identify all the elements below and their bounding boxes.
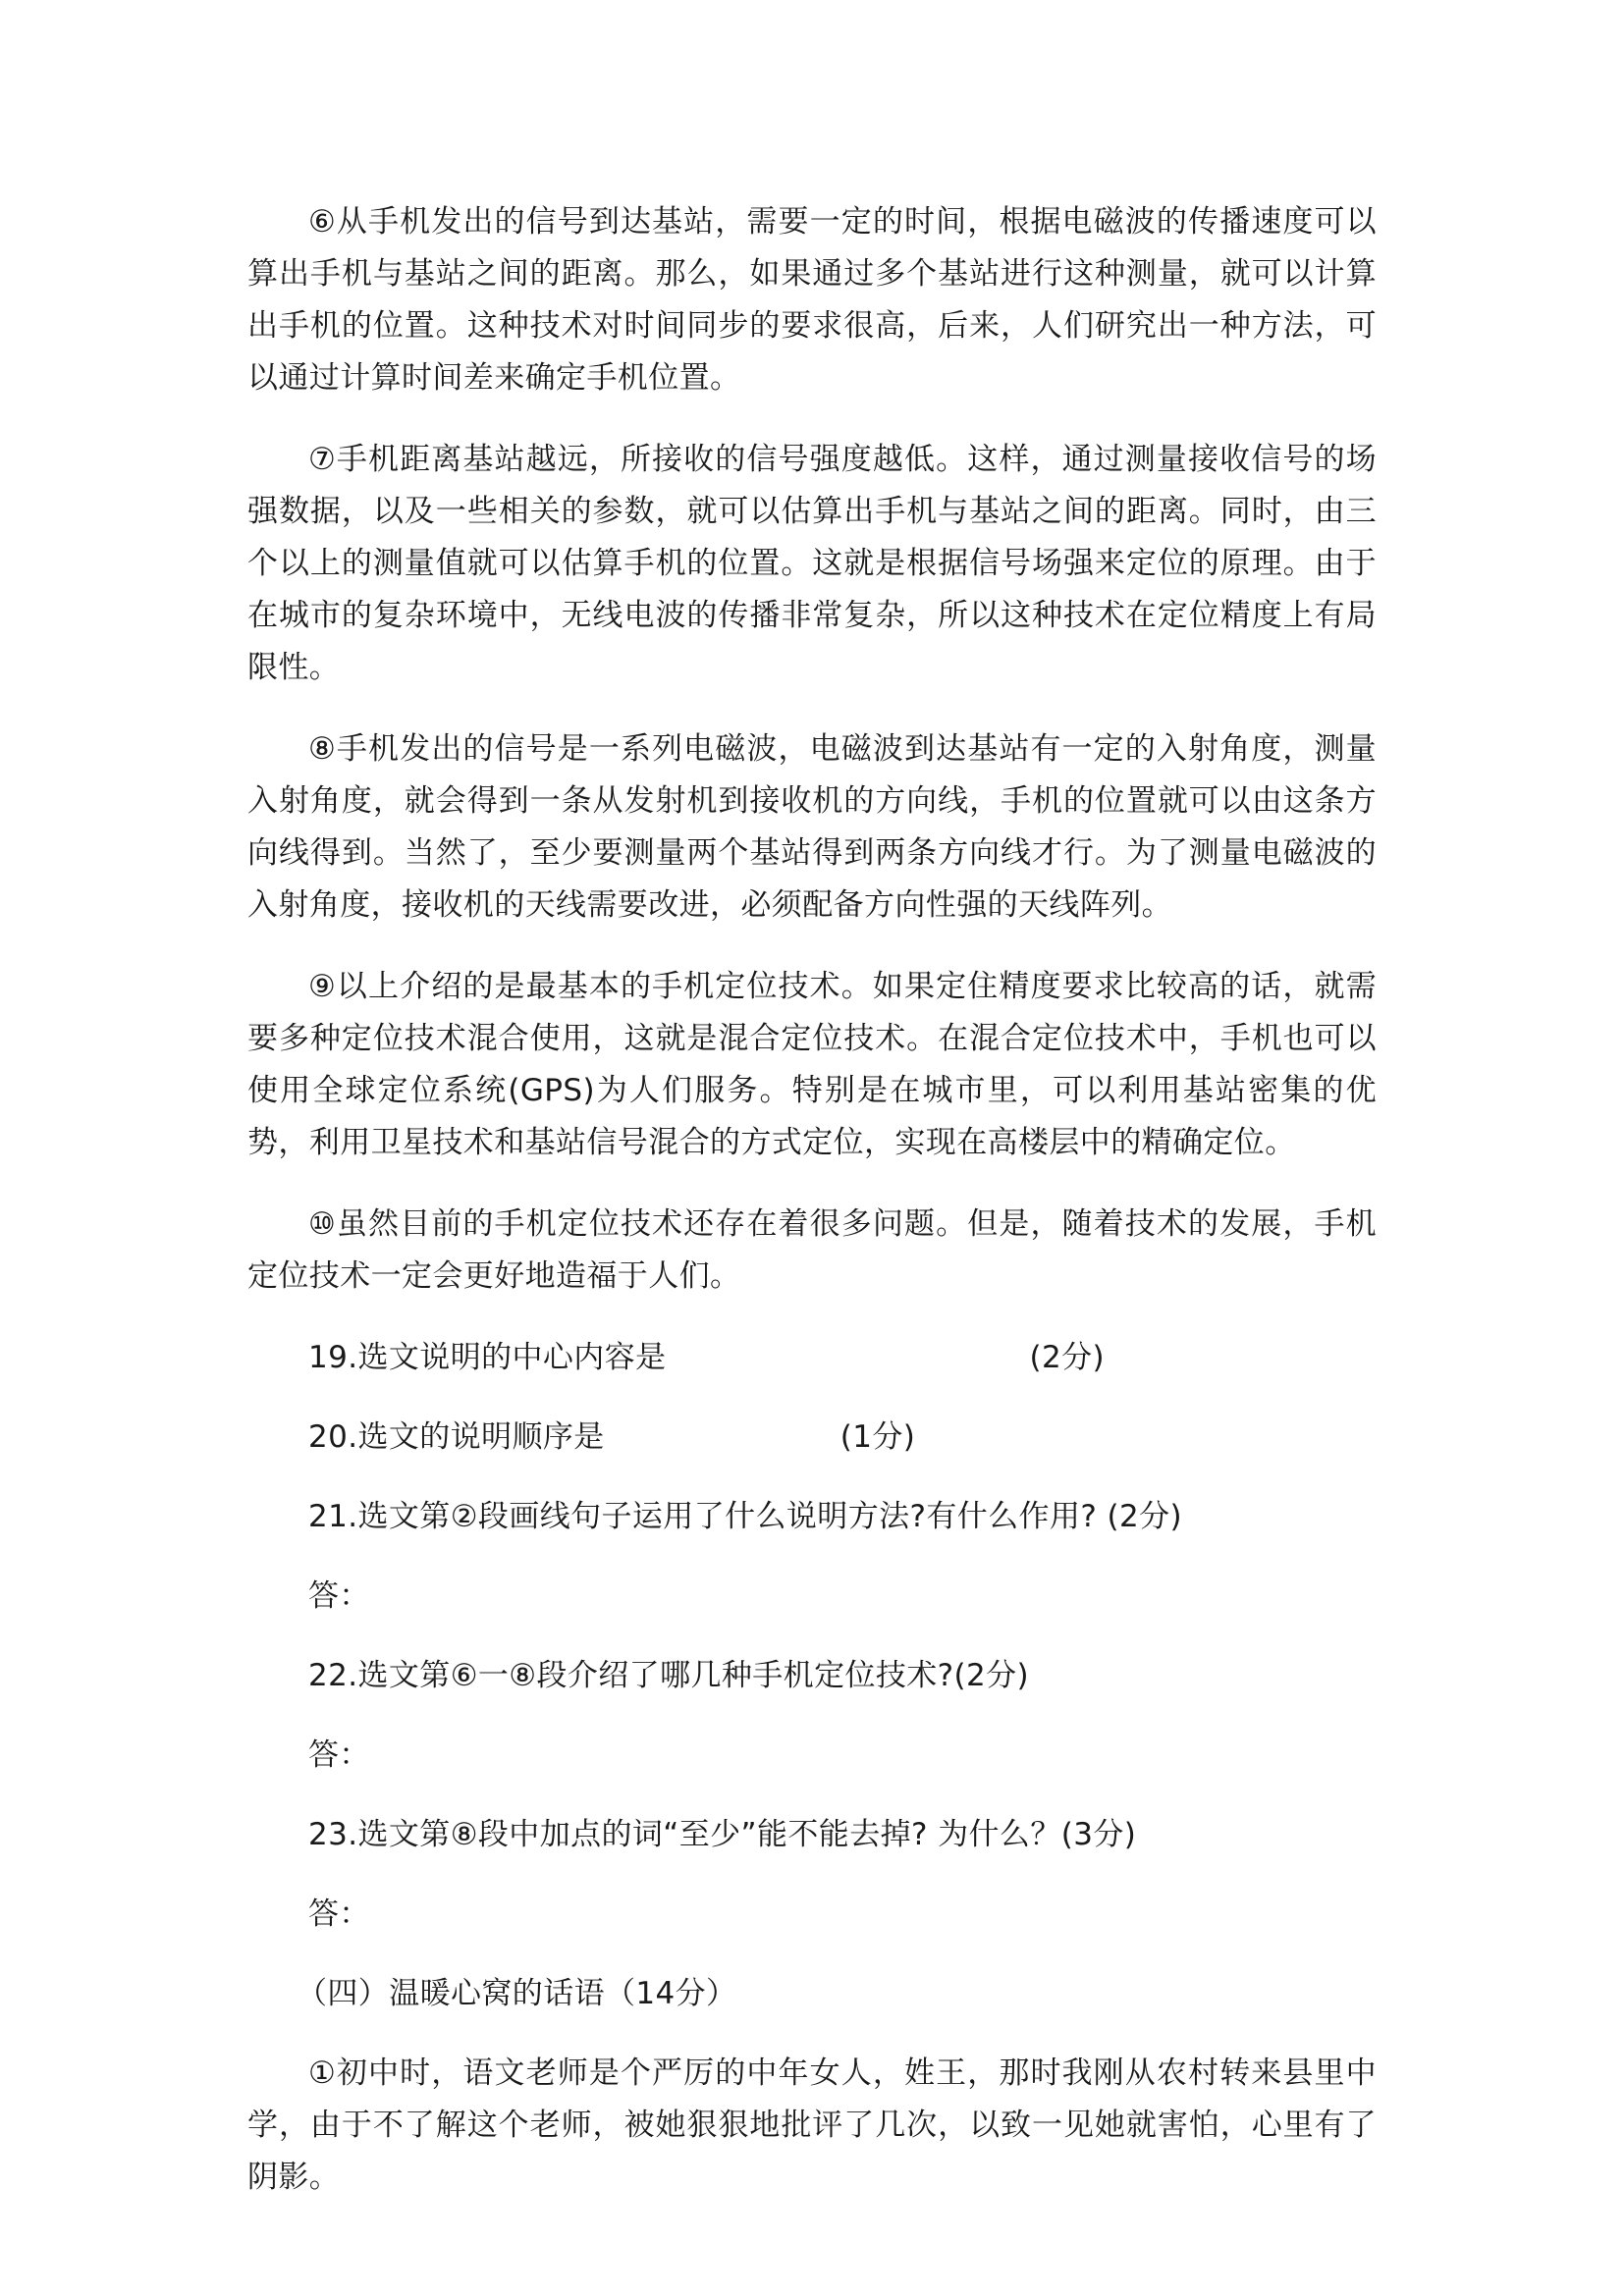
answer-22-label: 答： [308, 1737, 370, 1773]
question-19 [308, 1332, 1377, 1384]
question-19-text: 19.选文说明的中心内容是 [308, 1340, 667, 1375]
answer-23-label: 答： [308, 1896, 370, 1932]
question-20-text: 20.选文的说明顺序是 [308, 1419, 605, 1455]
paragraph-7: ⑦手机距离基站越远，所接收的信号强度越低。这样，通过测量接收信号的场强数据，以及一些相关的参数，就可以估算出手机与基站之间的距离。同时，由三个以上的测量值就可以估算手机的位置。这就是根据信号场强来定位的原理。由于在城市的复杂环境中，无线电波的传播非常复杂，所以这种技术在定位精度上有局限性。 [247, 442, 1377, 685]
paragraph-9: ⑨以上介绍的是最基本的手机定位技术。如果定住精度要求比较高的话，就需要多种定位技术混合使用，这就是混合定位技术。在混合定位技术中，手机也可以使用全球定位系统(GPS)为人们服务。特别是在城市里，可以利用基站密集的优势，利用卫星技术和基站信号混合的方式定位，实现在高楼层中的精确定位。 [247, 969, 1377, 1160]
section-4-title: （四）温暖心窝的话语（14分） [297, 1976, 737, 2011]
question-21: 21.选文第②段画线句子运用了什么说明方法?有什么作用? (2分) [308, 1499, 1182, 1534]
section-4-paragraph-1: ①初中时，语文老师是个严厉的中年女人，姓王，那时我刚从农村转来县里中学，由于不了解这个老师，被她狠狠地批评了几次，以致一见她就害怕，心里有了阴影。 [247, 2056, 1377, 2195]
question-20-score: (1分) [839, 1419, 916, 1455]
question-22: 22.选文第⑥一⑧段介绍了哪几种手机定位技术?(2分) [308, 1658, 1030, 1693]
paragraph-10: ⑩虽然目前的手机定位技术还存在着很多问题。但是，随着技术的发展，手机定位技术一定会更好地造福于人们。 [247, 1206, 1377, 1294]
paragraph-6: ⑥从手机发出的信号到达基站，需要一定的时间，根据电磁波的传播速度可以算出手机与基站之间的距离。那么，如果通过多个基站进行这种测量，就可以计算出手机的位置。这种技术对时间同步的要求很高，后来，人们研究出一种方法，可以通过计算时间差来确定手机位置。 [247, 204, 1377, 396]
question-19-score: (2分) [1029, 1340, 1106, 1375]
paragraph-8: ⑧手机发出的信号是一系列电磁波，电磁波到达基站有一定的入射角度，测量入射角度，就会得到一条从发射机到接收机的方向线，手机的位置就可以由这条方向线得到。当然了，至少要测量两个基站得到两条方向线才行。为了测量电磁波的入射角度，接收机的天线需要改进，必须配备方向性强的天线阵列。 [247, 731, 1377, 923]
question-20 [308, 1412, 1377, 1464]
answer-21-label: 答： [308, 1578, 370, 1614]
question-23: 23.选文第⑧段中加点的词“至少”能不能去掉? 为什么？(3分) [308, 1817, 1137, 1852]
document-content [247, 196, 1377, 2233]
